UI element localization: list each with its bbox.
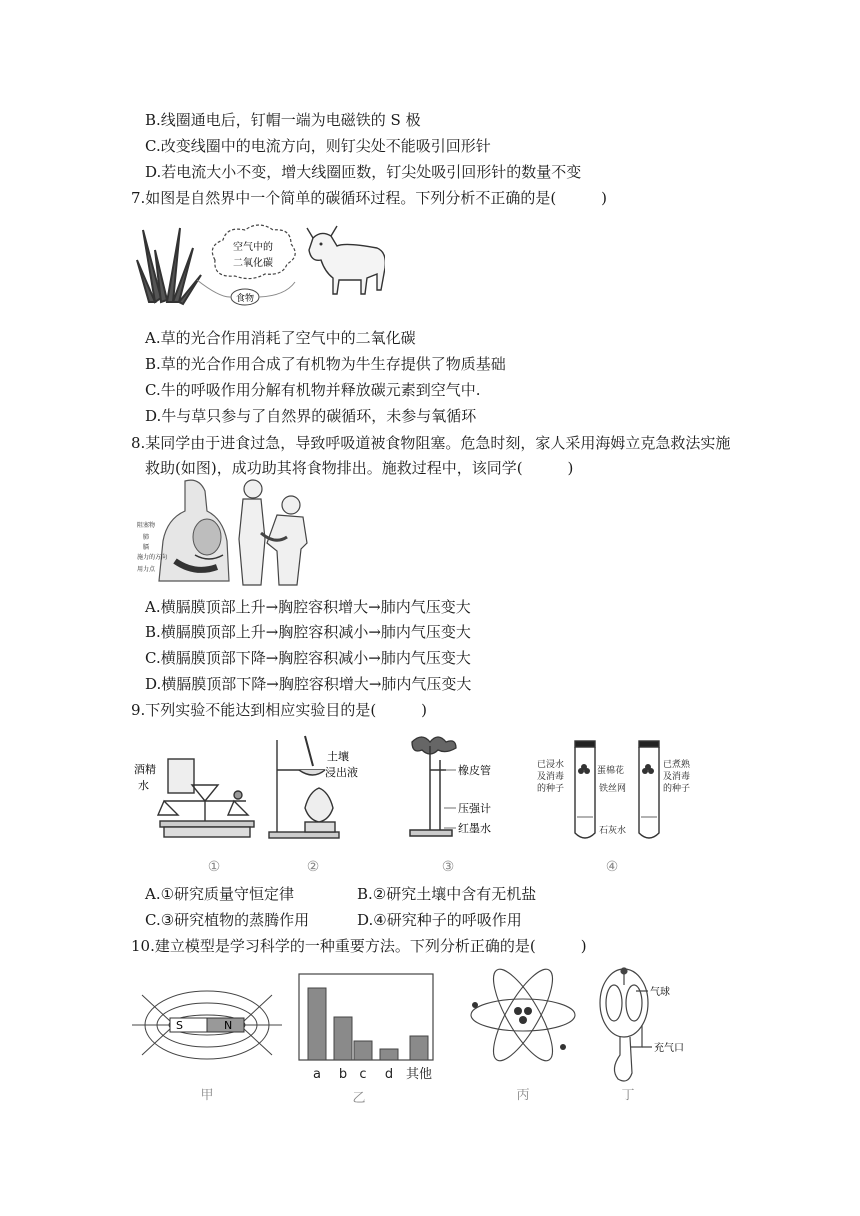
food-label: 食物: [235, 294, 255, 304]
fig8-label-2: 肺: [143, 534, 150, 541]
fig9-4-label-3: 的种子: [537, 784, 565, 794]
q7-stem: 7.如图是自然界中一个简单的碳循环过程。下列分析不正确的是( ): [131, 189, 608, 207]
bar-category-label-2: c: [359, 1067, 367, 1082]
magnet-s-label: S: [176, 1019, 183, 1032]
fig8-label-5: 用力点: [137, 566, 156, 573]
q8-stem-line1: 8.某同学由于进食过急，导致呼吸道被食物阻塞。危急时刻，家人采用海姆立克急救法实施: [131, 434, 731, 452]
bar-category-label-3: d: [384, 1067, 394, 1082]
q10-figure-magnet: [132, 985, 282, 1105]
fig9-4-right-label-2: 及消毒: [663, 772, 691, 782]
fig9-2-label-1: 土壤: [327, 750, 349, 763]
fig9-3-label-2: 压强计: [458, 802, 491, 815]
cloud-label-1: 空气中的: [233, 242, 273, 253]
fig9-2-number: ②: [306, 859, 320, 875]
fig9-1-label-2: 水: [138, 779, 149, 792]
fig9-4-label-2: 及消毒: [537, 772, 565, 782]
bar-1: [334, 1017, 352, 1060]
fig9-1-number: ①: [207, 859, 221, 875]
bar-4: [410, 1036, 428, 1060]
q10-figure-atom: [463, 965, 583, 1105]
q8-option-a: A.横膈膜顶部上升→胸腔容积增大→肺内气压变大: [145, 598, 471, 616]
bar-0: [308, 988, 326, 1060]
fig9-4-number: ④: [605, 859, 619, 875]
q6-option-c: C.改变线圈中的电流方向，则钉尖处不能吸引回形针: [145, 137, 491, 155]
q9-option-c: C.③研究植物的蒸腾作用: [145, 911, 310, 929]
fig8-label-4: 施力的方向: [137, 554, 168, 561]
fig8-label-3: 膈: [143, 544, 150, 551]
q10-figure-bar-chart: [293, 970, 443, 1105]
q7-option-d: D.牛与草只参与了自然界的碳循环，未参与氧循环: [145, 407, 477, 425]
fig10-a-caption: 甲: [200, 1088, 214, 1103]
q7-option-a: A.草的光合作用消耗了空气中的二氧化碳: [145, 329, 416, 347]
q9-figure-4-seeds: [535, 733, 695, 875]
bar-3: [380, 1049, 398, 1060]
q8-stem-line2: 救助(如图)，成功助其将食物排出。施救过程中，该同学( ): [145, 459, 574, 477]
q7-carbon-cycle-figure: [135, 220, 385, 310]
fig9-3-label-3: 红墨水: [458, 822, 491, 835]
fig9-4-right-label-1: 已煮熟: [663, 760, 691, 770]
q7-option-b: B.草的光合作用合成了有机物为牛生存提供了物质基础: [145, 355, 506, 373]
fig9-1-label-1: 酒精: [134, 763, 156, 776]
fig9-4-label-6: 石灰水: [599, 826, 627, 836]
fig9-3-number: ③: [441, 859, 455, 875]
bar-category-label-1: b: [338, 1067, 348, 1082]
fig9-4-right-label-3: 的种子: [663, 784, 691, 794]
fig9-2-label-2: 浸出液: [325, 766, 358, 779]
cloud-label-2: 二氧化碳: [233, 258, 273, 269]
fig10-c-caption: 丙: [516, 1088, 530, 1103]
q10-stem: 10.建立模型是学习科学的一种重要方法。下列分析正确的是( ): [131, 937, 587, 955]
q9-figure-2-evaporation: [265, 730, 385, 875]
fig10-b-caption: 乙: [352, 1091, 366, 1105]
fig8-label-1: 阻塞物: [137, 522, 156, 529]
q8-option-d: D.横膈膜顶部下降→胸腔容积增大→肺内气压变大: [145, 675, 472, 693]
bar-category-label-0: a: [313, 1067, 321, 1082]
q9-option-d: D.④研究种子的呼吸作用: [357, 911, 522, 929]
fig9-3-label-1: 橡皮管: [458, 764, 491, 777]
q6-option-d: D.若电流大小不变，增大线圈匝数，钉尖处吸引回形针的数量不变: [145, 163, 582, 181]
q9-option-b: B.②研究土壤中含有无机盐: [357, 885, 537, 903]
magnet-n-label: N: [224, 1019, 233, 1032]
q9-figure-3-plant: [400, 730, 510, 875]
q8-option-c: C.横膈膜顶部下降→胸腔容积减小→肺内气压变大: [145, 649, 471, 667]
q9-figure-1-balance: [130, 745, 260, 875]
q9-stem: 9.下列实验不能达到相应实验目的是( ): [131, 701, 428, 719]
fig9-4-label-1: 已浸水: [537, 760, 565, 770]
q10-figure-lungs-model: [590, 965, 720, 1105]
bar-category-label-4: 其他: [405, 1067, 433, 1082]
q6-option-b: B.线圈通电后，钉帽一端为电磁铁的 S 极: [145, 111, 421, 129]
fig10-d-label-1: 气球: [650, 987, 670, 998]
q8-option-b: B.横膈膜顶部上升→胸腔容积减小→肺内气压变大: [145, 623, 471, 641]
fig10-d-caption: 丁: [621, 1088, 635, 1103]
bar-2: [354, 1041, 372, 1060]
q9-option-a: A.①研究质量守恒定律: [145, 885, 295, 903]
fig10-d-label-2: 充气口: [654, 1043, 684, 1054]
fig9-4-label-4: 蛋棉花: [597, 766, 625, 776]
q7-option-c: C.牛的呼吸作用分解有机物并释放碳元素到空气中.: [145, 381, 481, 399]
fig9-4-label-5: 铁丝网: [599, 784, 627, 794]
q8-heimlich-figure: [135, 475, 315, 590]
